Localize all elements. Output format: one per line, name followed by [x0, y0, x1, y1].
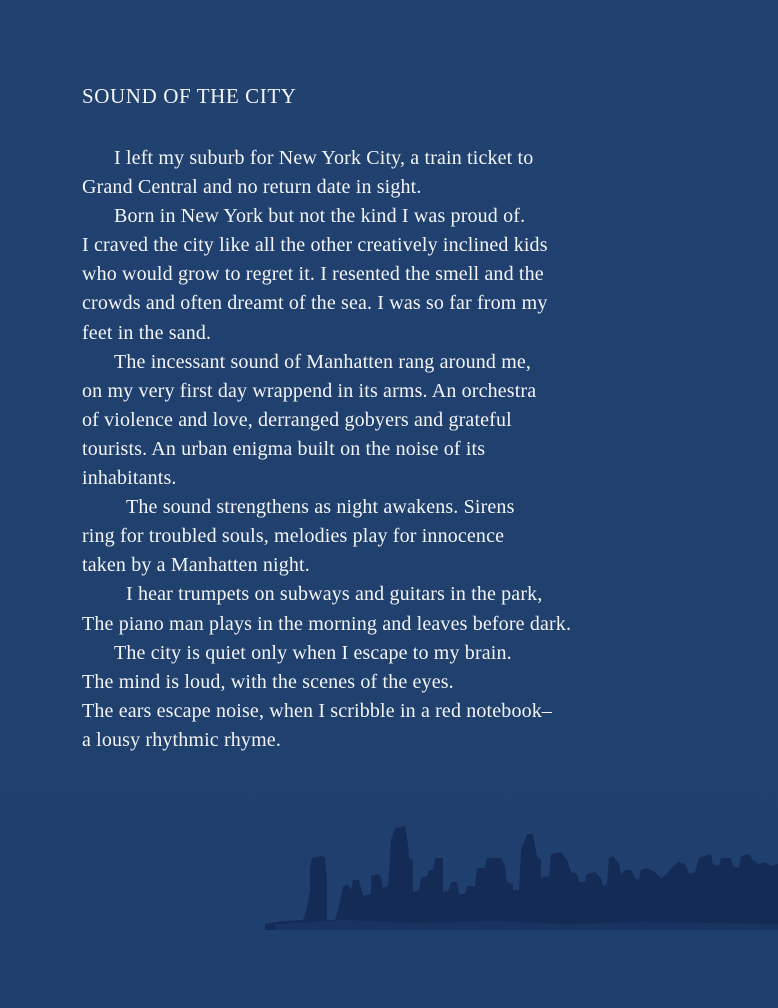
- poem-line: who would grow to regret it. I resented the smell and the: [82, 263, 544, 286]
- poem-line: inhabitants.: [82, 467, 177, 490]
- city-skyline-icon: [265, 820, 778, 930]
- poem-line: Grand Central and no return date in sight.: [82, 176, 422, 199]
- poem-line: feet in the sand.: [82, 321, 212, 344]
- poem-line: The incessant sound of Manhatten rang around me,: [114, 350, 532, 373]
- poem-line: Born in New York but not the kind I was proud of.: [114, 205, 526, 228]
- poem-line: The sound strengthens as night awakens. Sirens: [126, 496, 515, 519]
- poem-line: crowds and often dreamt of the sea. I was so far from my: [82, 292, 548, 315]
- poem-line: The piano man plays in the morning and leaves before dark.: [82, 612, 572, 635]
- poem-line: The mind is loud, with the scenes of the eyes.: [82, 670, 454, 693]
- poem-line: on my very first day wrappend in its arms. An orchestra: [82, 379, 537, 402]
- poem-line: I left my suburb for New York City, a train ticket to: [114, 147, 534, 169]
- poem-line: a lousy rhythmic rhyme.: [82, 728, 281, 751]
- poem-line: of violence and love, derranged gobyers and grateful: [82, 408, 512, 431]
- poem-title: SOUND OF THE CITY: [82, 84, 297, 108]
- poem-line: The ears escape noise, when I scribble in a red notebook–: [82, 699, 553, 722]
- poem-line: The city is quiet only when I escape to my brain.: [114, 641, 512, 664]
- poem-line: tourists. An urban enigma built on the noise of its: [82, 437, 486, 460]
- poem-line: I hear trumpets on subways and guitars in the park,: [126, 583, 543, 606]
- poem-body: [82, 144, 762, 755]
- poem-line: ring for troubled souls, melodies play for innocence: [82, 525, 505, 548]
- poem-line: taken by a Manhatten night.: [82, 554, 310, 577]
- poem-line: I craved the city like all the other creatively inclined kids: [82, 234, 548, 257]
